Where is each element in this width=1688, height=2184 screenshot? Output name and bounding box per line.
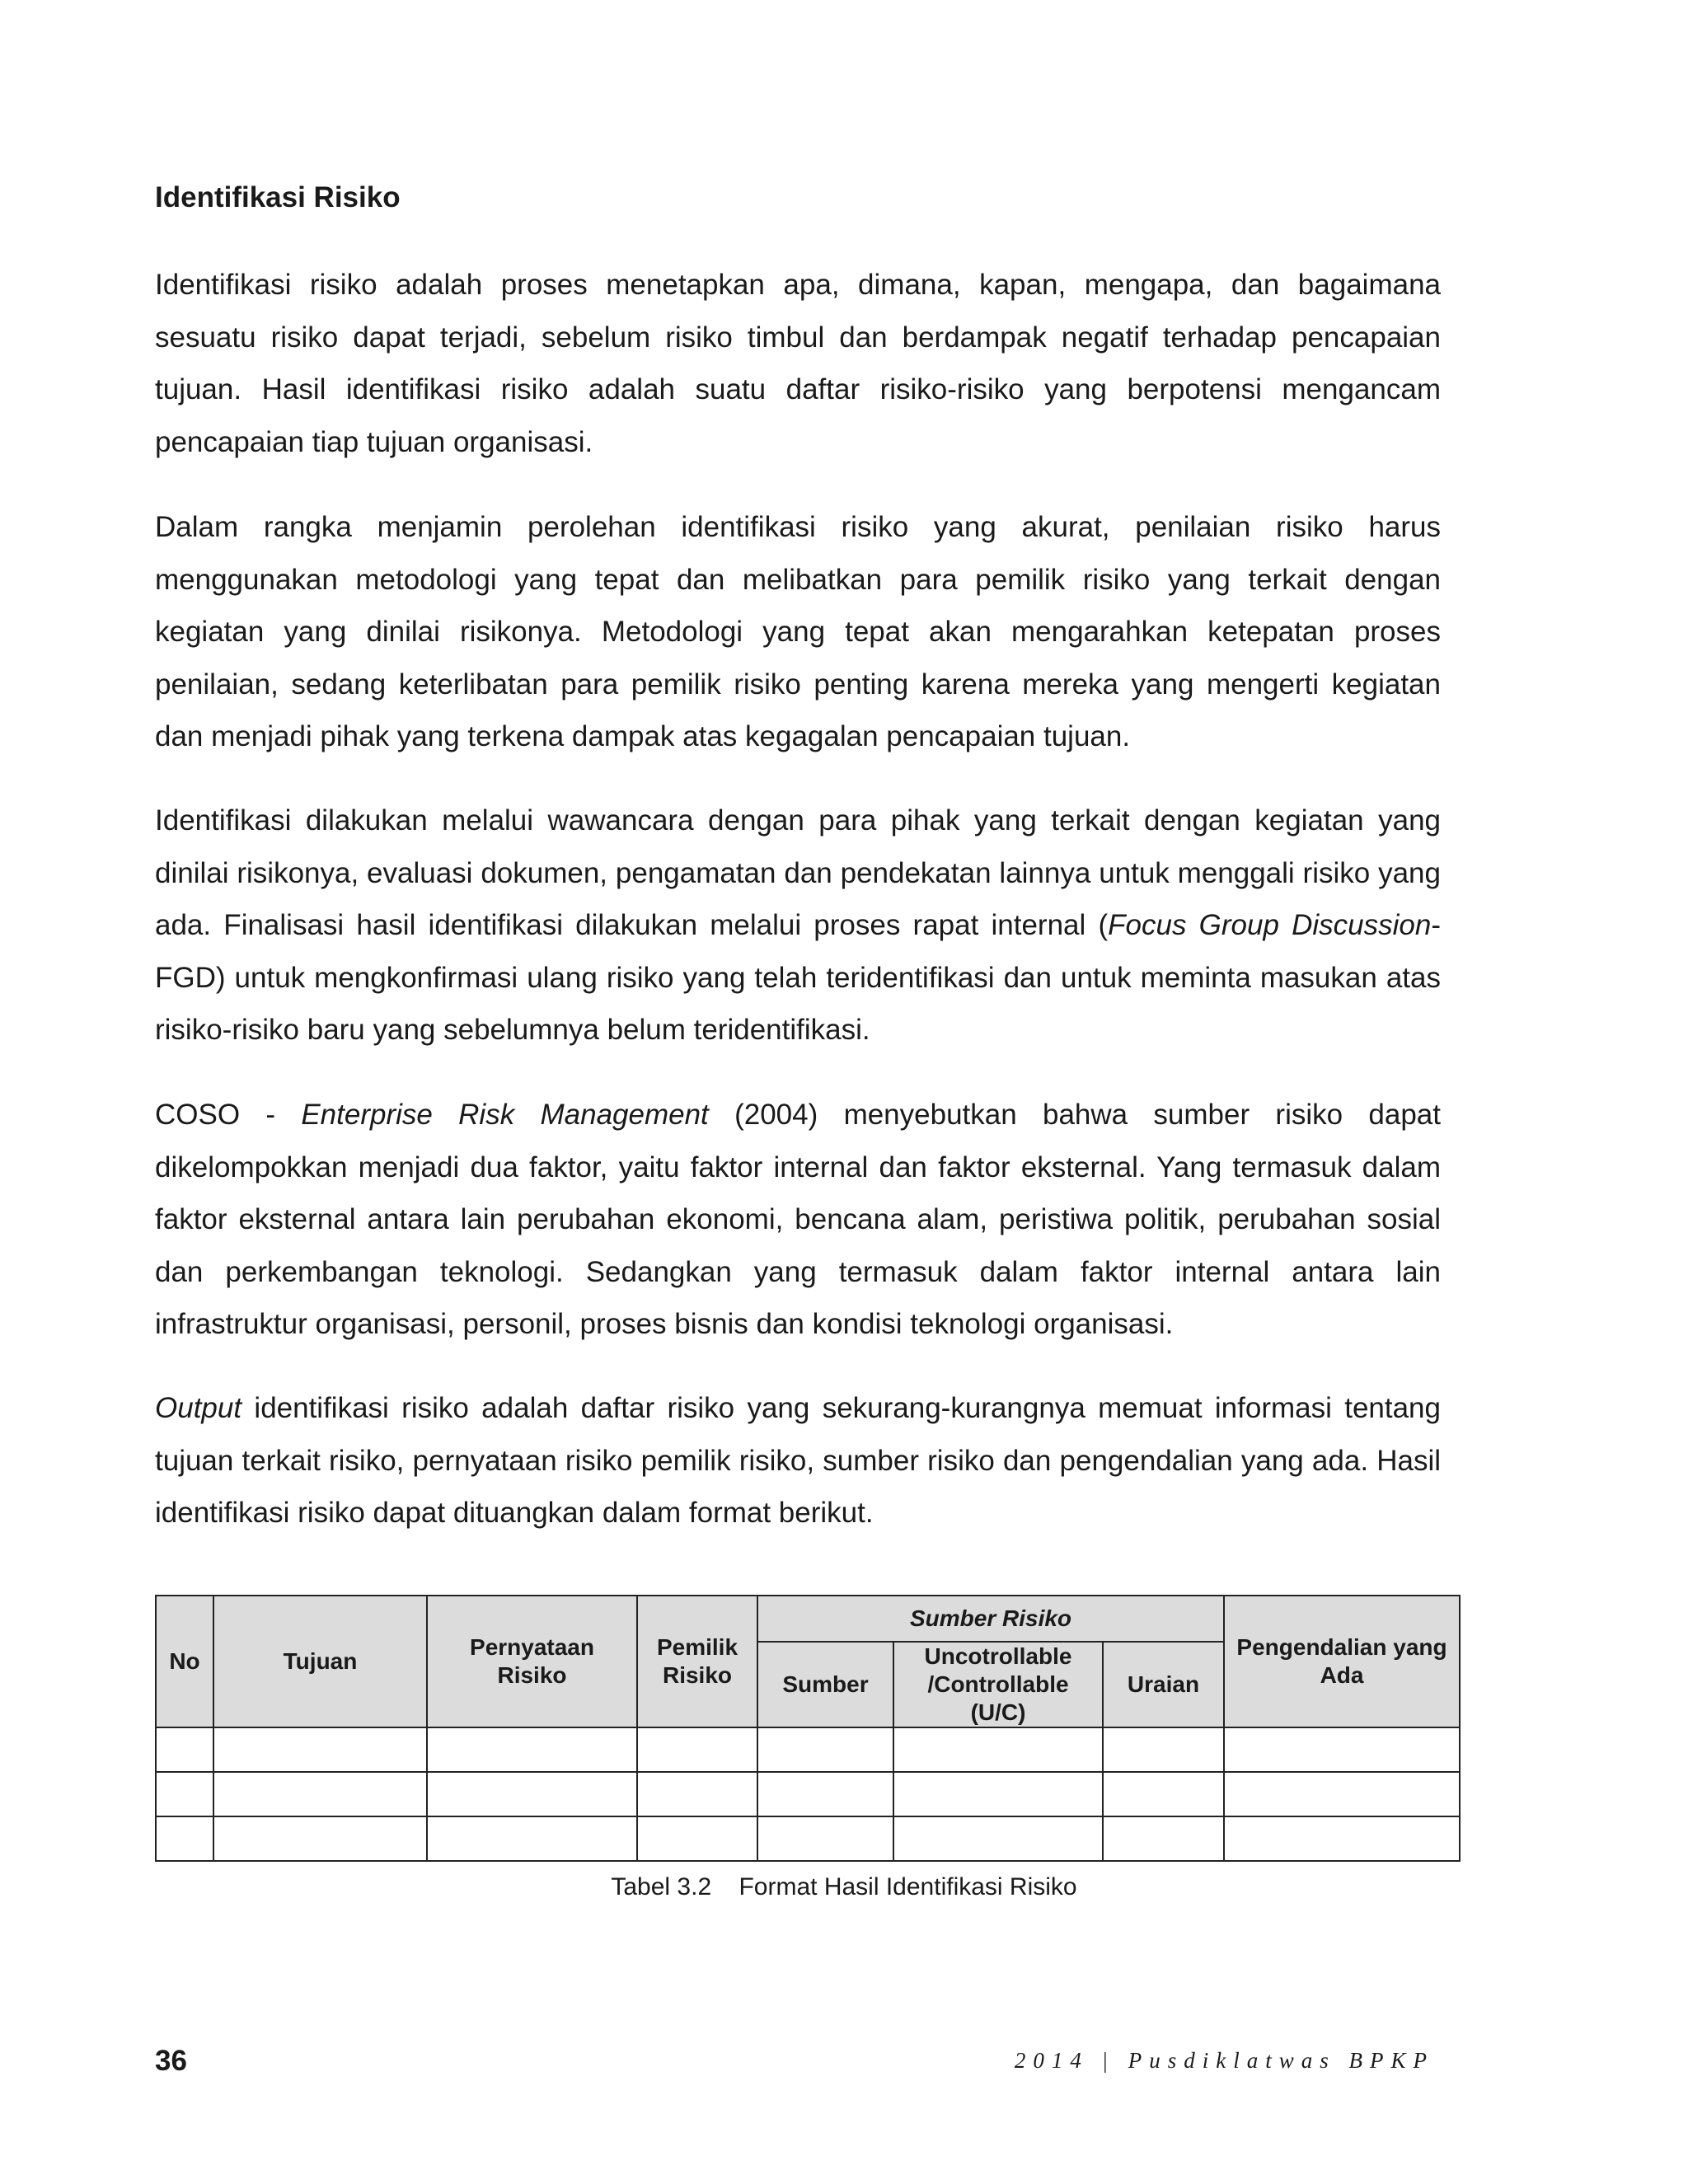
table-cell: [637, 1772, 757, 1816]
table-row: [156, 1816, 1460, 1861]
header-pernyataan-risiko: Pernyataan Risiko: [427, 1596, 637, 1727]
table-cell: [1103, 1727, 1224, 1772]
paragraph-1: Identifikasi risiko adalah proses menetapkan apa, dimana, kapan, mengapa, dan bagaimana sesuatu risiko dapat terjadi, sebelum risiko timbul dan berdampak negatif terhadap pencapaian tujuan. Hasil identifikasi risiko adalah suatu daftar risiko-risiko yang berpotensi mengancam pencapaian tiap tujuan organisasi.: [155, 269, 1441, 458]
paragraph-3-text-a: Identifikasi dilakukan melalui wawancara dengan para pihak yang terkait dengan kegiatan yang dinilai risikonya, evaluasi dokumen, pengamatan dan pendekatan lainnya untuk menggali risiko yang ada. Finalisasi hasil identifikasi dilakukan melalui proses rapat internal (: [155, 804, 1441, 941]
table-cell: [213, 1727, 427, 1772]
table-cell: [893, 1816, 1103, 1861]
table-cell: [1224, 1727, 1460, 1772]
header-uc: Uncotrollable /Controllable (U/C): [893, 1642, 1103, 1727]
header-sumber-risiko-group: Sumber Risiko: [757, 1596, 1224, 1642]
risk-identification-table: [155, 1595, 1461, 1862]
table-cell: [427, 1727, 637, 1772]
header-no: No: [156, 1596, 213, 1727]
table-cell: [893, 1772, 1103, 1816]
paragraph-5-text: identifikasi risiko adalah daftar risiko yang sekurang-kurangnya memuat informasi tentang tujuan terkait risiko, pernyataan risiko pemilik risiko, sumber risiko dan pengendalian yang ada. Hasil identifikasi risiko dapat dituangkan dalam format berikut.: [155, 1392, 1441, 1529]
table-cell: [1103, 1772, 1224, 1816]
table-cell: [156, 1816, 213, 1861]
table-cell: [213, 1816, 427, 1861]
header-tujuan: Tujuan: [213, 1596, 427, 1727]
paragraph-3-italic: Focus Group Discussion: [1108, 909, 1432, 941]
table-cell: [156, 1727, 213, 1772]
table-caption: [0, 1873, 1688, 1901]
table-row: [156, 1727, 1460, 1772]
header-sumber: Sumber: [757, 1642, 893, 1727]
paragraph-4: [155, 1089, 1441, 1351]
table-cell: [213, 1772, 427, 1816]
table-row: [156, 1772, 1460, 1816]
paragraph-5: [155, 1382, 1441, 1540]
page-number: 36: [155, 2045, 187, 2077]
paragraph-2: Dalam rangka menjamin perolehan identifikasi risiko yang akurat, penilaian risiko harus menggunakan metodologi yang tepat dan melibatkan para pemilik risiko yang terkait dengan kegiatan yang dinilai risikonya. Metodologi yang tepat akan mengarahkan ketepatan proses penilaian, sedang keterlibatan para pemilik risiko penting karena mereka yang mengerti kegiatan dan menjadi pihak yang terkena dampak atas kegagalan pencapaian tujuan.: [155, 511, 1441, 752]
paragraph-5-italic: Output: [155, 1392, 242, 1424]
footer-publisher: 2014 | Pusdiklatwas BPKP: [1014, 2048, 1434, 2073]
table-cell: [1103, 1816, 1224, 1861]
table-cell: [1224, 1772, 1460, 1816]
table-cell: [637, 1816, 757, 1861]
table-cell: [893, 1727, 1103, 1772]
paragraph-4-text-a: COSO -: [155, 1099, 302, 1131]
caption-text: Format Hasil Identifikasi Risiko: [738, 1873, 1077, 1900]
table-cell: [156, 1772, 213, 1816]
caption-number: Tabel 3.2: [611, 1873, 712, 1900]
table-cell: [1224, 1816, 1460, 1861]
paragraph-4-italic: Enterprise Risk Management: [301, 1099, 709, 1131]
header-pengendalian: Pengendalian yang Ada: [1224, 1596, 1460, 1727]
paragraph-4-text-b: (2004) menyebutkan bahwa sumber risiko dapat dikelompokkan menjadi dua faktor, yaitu faktor internal dan faktor eksternal. Yang termasuk dalam faktor eksternal antara lain perubahan ekonomi, bencana alam, peristiwa politik, perubahan sosial dan perkembangan teknologi. Sedangkan yang termasuk dalam faktor internal antara lain infrastruktur organisasi, personil, proses bisnis dan kondisi teknologi organisasi.: [155, 1099, 1441, 1340]
paragraph-3: [155, 794, 1441, 1057]
table-cell: [757, 1816, 893, 1861]
table-cell: [637, 1727, 757, 1772]
table-cell: [757, 1772, 893, 1816]
paragraph-3-text-b: -FGD) untuk mengkonfirmasi ulang risiko yang telah teridentifikasi dan untuk meminta masukan atas risiko-risiko baru yang sebelumnya belum teridentifikasi.: [155, 909, 1441, 1046]
table-cell: [427, 1772, 637, 1816]
header-pemilik-risiko: Pemilik Risiko: [637, 1596, 757, 1727]
table-cell: [757, 1727, 893, 1772]
table-cell: [427, 1816, 637, 1861]
section-heading: Identifikasi Risiko: [155, 181, 401, 213]
header-uraian: Uraian: [1103, 1642, 1224, 1727]
